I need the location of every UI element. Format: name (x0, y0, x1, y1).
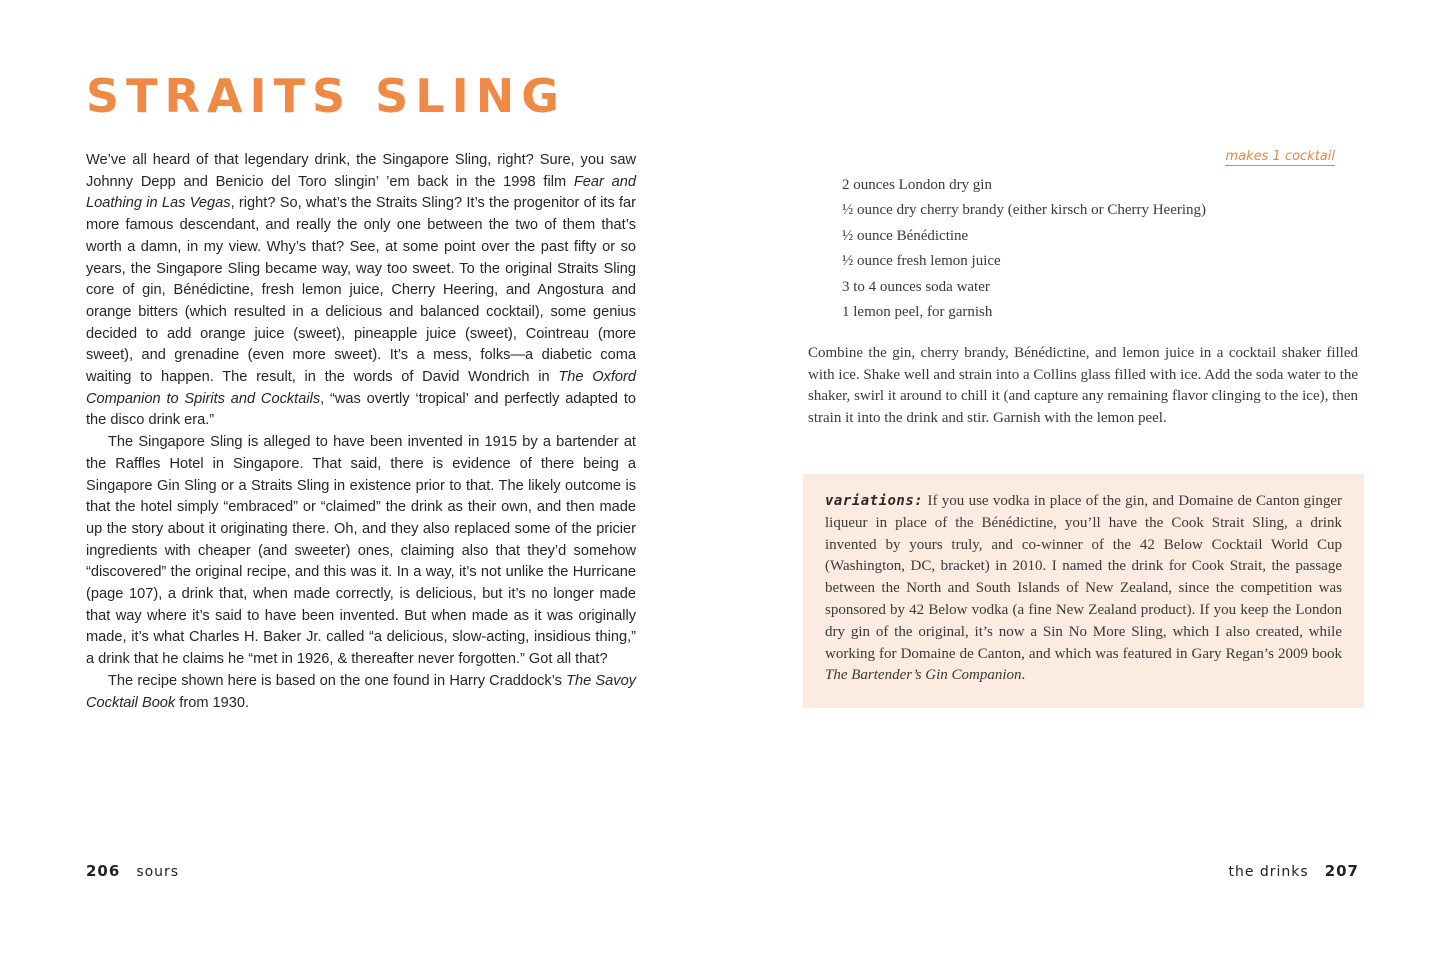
page-number: 206 (86, 862, 121, 880)
text-segment: We’ve all heard of that legendary drink, the Singapore Sling, right? Sure, you saw Johnny Depp and Benicio del Toro slingin’ ’em back in the 1998 film (86, 152, 636, 190)
right-page (722, 0, 1445, 954)
intro-paragraph-1 (86, 150, 636, 432)
section-name: sours (136, 864, 180, 880)
ingredient-item: 1 lemon peel, for garnish (842, 304, 993, 321)
variations-box (803, 474, 1364, 708)
text-segment: , “was overtly ‘tropical’ and perfectly adapted to the disco drink era.” (86, 390, 637, 429)
film-title: Fear and Loathing in Las Vegas (86, 173, 636, 212)
recipe-title: STRAITS SLING (86, 69, 566, 123)
text-segment: The Singapore Sling is alleged to have been invented in 1915 by a bartender at the Raffles Hotel in Singapore. That said, there is evidence of there being a Singapore Gin Sling or a Straits Sling in existence prior to that. The likely outcome is that the hotel simply “embraced” or “claimed” the drink as their own, and then made up the story about it originating there. Oh, and they also replaced some of the pricier ingredients with cheaper (and sweeter) ones, claiming also that they’d somehow “discovered” the original recipe, and this was it. In a way, it’s not unlike the Hurricane (page 107), a drink that, when made correctly, is delicious, but it’s no longer made that way where it’s said to have been invented. But when made as it was originally made, it’s what Charles H. Baker Jr. called “a delicious, slow-acting, insidious thing,” a drink that he claims he “met in 1926, & thereafter never forgotten.” Got all that? (86, 434, 636, 668)
text-segment: from 1930. (175, 694, 250, 711)
text-segment: The recipe shown here is based on the one found in Harry Craddock’s (108, 672, 567, 689)
intro-text (86, 150, 636, 714)
variations-label: variations: (825, 493, 924, 509)
book-title: The Oxford Companion to Spirits and Cocktails (86, 369, 637, 407)
ingredient-item: 2 ounces London dry gin (842, 177, 992, 193)
ingredient-list (842, 173, 1206, 325)
ingredient-item: ½ ounce fresh lemon juice (842, 253, 1001, 270)
ingredient-item: 3 to 4 ounces soda water (842, 278, 990, 295)
method-text: Combine the gin, cherry brandy, Bénédictine, and lemon juice in a cocktail shaker filled with ice. Shake well and strain into a Collins glass filled with ice. Add the soda water to the shaker, swirl it around to chill it (and capture any remaining flavor clinging to the ice), then strain it into the drink and stir. Garnish with the lemon peel. (808, 345, 1358, 427)
ingredient-item: ½ ounce Bénédictine (842, 227, 969, 244)
left-page (0, 0, 722, 954)
yield-label: makes 1 cocktail (1225, 149, 1335, 164)
variations-text (825, 491, 1342, 687)
text-segment: If you use vodka in place of the gin, and Domaine de Canton ginger liqueur in place of the Bénédictine, you’ll have the Cook Strait Sling, a drink invented by yours truly, and co-winner of the 42 Below Cocktail World Cup (Washington, DC, bracket) in 2010. I named the drink for Cook Strait, the passage between the North and South Islands of New Zealand, since the competition was sponsored by 42 Below vodka (a fine New Zealand product). If you keep the London dry gin of the original, it’s now a Sin No More Sling, which I also created, while working for Domaine de Canton, and which was featured in Gary Regan’s 2009 book (825, 493, 1342, 662)
book-title: The Bartender’s Gin Companion (825, 667, 1022, 684)
left-folio (86, 862, 179, 880)
intro-paragraph-3 (86, 671, 636, 714)
page-number: 207 (1324, 862, 1359, 880)
intro-paragraph-2 (86, 432, 636, 671)
ingredient-item: ½ ounce dry cherry brandy (either kirsch or Cherry Heering) (842, 202, 1207, 219)
text-segment: . (1021, 667, 1026, 684)
right-folio (1228, 862, 1359, 880)
text-segment: , right? So, what’s the Straits Sling? It’s the progenitor of its far more famous descendant, and really the only one between the two of them that’s worth a damn, in my view. Why’s that? See, at some point over the past fifty or so years, the Singapore Sling became way, way too sweet. To the original Straits Sling core of gin, Bénédictine, fresh lemon juice, Cherry Heering, and Angostura and orange bitters (which resulted in a delicious and balanced cocktail), some genius decided to add orange juice (sweet), pineapple juice (sweet), Cointreau (more sweet), and grenadine (even more sweet). It’s a mess, folks—a diabetic coma waiting to happen. The result, in the words of David Wondrich in (86, 195, 636, 386)
book-title: The Savoy Cocktail Book (86, 672, 636, 711)
section-name: the drinks (1228, 864, 1309, 880)
